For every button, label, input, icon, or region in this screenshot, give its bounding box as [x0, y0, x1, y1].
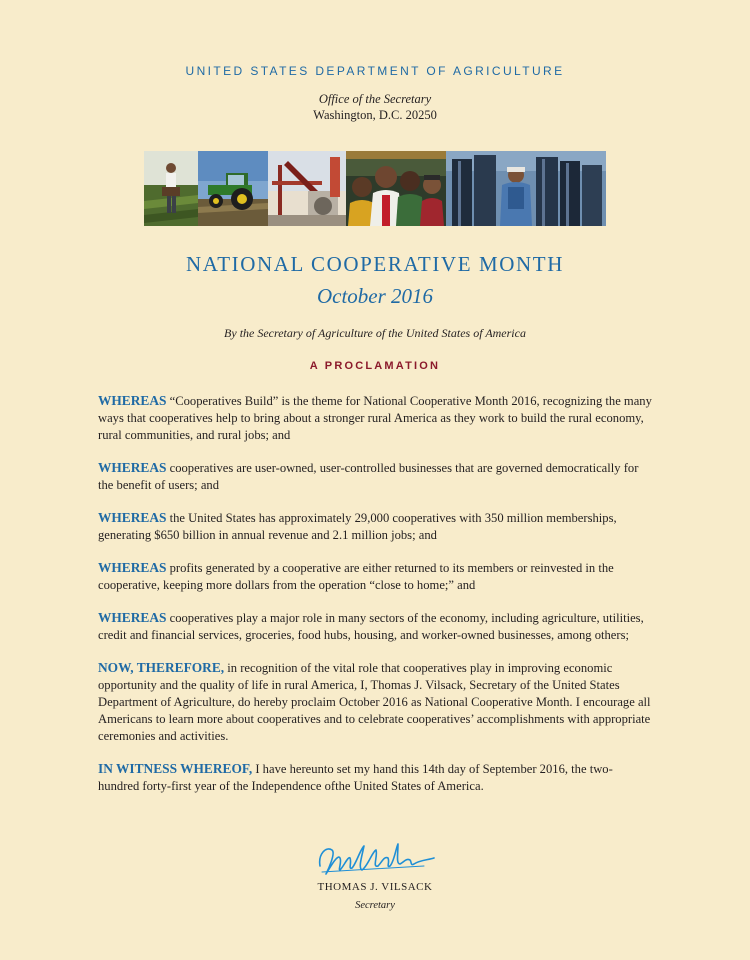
paragraph-text: cooperatives play a major role in many sectors of the economy, including agriculture, utilities, credit and financial services, groceries, food hubs, housing, and worker-owned businesses, among others;	[98, 611, 644, 642]
proclamation-heading: A PROCLAMATION	[309, 360, 441, 372]
paragraph-keyword: WHEREAS	[98, 460, 167, 475]
paragraph-text: I have hereunto set my hand this 14th day of September 2016, the two-hundred forty-first year of the Independence ofthe United States of America.	[98, 762, 613, 793]
paragraph	[98, 509, 654, 544]
paragraph-keyword: WHEREAS	[98, 560, 167, 575]
page-subtitle: October 2016	[316, 284, 434, 308]
farmer-photo	[144, 151, 198, 226]
paragraph	[98, 392, 654, 444]
tractor-photo	[198, 151, 268, 226]
workers-group-photo	[346, 151, 446, 226]
proclamation-body	[98, 392, 654, 810]
paragraph	[98, 659, 654, 745]
paragraph-text: cooperatives are user-owned, user-controlled businesses that are governed democratically for the benefit of users; and	[98, 461, 639, 492]
office-name: Office of the Secretary	[318, 92, 432, 106]
paragraph-text: profits generated by a cooperative are either returned to its members or reinvested in the cooperative, keeping more dollars from the operation “close to home;” and	[98, 561, 614, 592]
signer-name: THOMAS J. VILSACK	[317, 881, 433, 893]
paragraph	[98, 609, 654, 644]
paragraph-text: in recognition of the vital role that cooperatives play in improving economic opportunity and the quality of life in rural America, I, Thomas J. Vilsack, Secretary of the United States Department of Agriculture, do hereby proclaim October 2016 as National Cooperative Month. I encourage all Americans to learn more about cooperatives and to celebrate cooperatives’ accomplishments with appropriate ceremonies and activities.	[98, 661, 651, 743]
paragraph-keyword: WHEREAS	[98, 610, 167, 625]
grain-silo-photo	[446, 151, 606, 226]
signer-title: Secretary	[355, 900, 395, 911]
office-block	[0, 91, 750, 123]
paragraph-keyword: IN WITNESS WHEREOF,	[98, 761, 253, 776]
paragraph-text: “Cooperatives Build” is the theme for National Cooperative Month 2016, recognizing the many ways that cooperatives help to bring about a stronger rural America as they work to build the rural economy, rural communities, and rural jobs; and	[98, 394, 652, 442]
paragraph	[98, 760, 654, 795]
office-address: Washington, D.C. 20250	[313, 108, 437, 122]
agency-name: UNITED STATES DEPARTMENT OF AGRICULTURE	[185, 64, 565, 78]
byline: By the Secretary of Agriculture of the United States of America	[224, 326, 526, 340]
equipment-photo	[268, 151, 346, 226]
paragraph	[98, 459, 654, 494]
paragraph-text: the United States has approximately 29,000 cooperatives with 350 million memberships, generating $650 billion in annual revenue and 2.1 million jobs; and	[98, 511, 617, 542]
paragraph	[98, 559, 654, 594]
paragraph-keyword: NOW, THEREFORE,	[98, 660, 225, 675]
page-title: NATIONAL COOPERATIVE MONTH	[186, 252, 564, 276]
paragraph-keyword: WHEREAS	[98, 393, 167, 408]
signature-image	[312, 836, 442, 882]
paragraph-keyword: WHEREAS	[98, 510, 167, 525]
photo-strip	[144, 151, 606, 226]
